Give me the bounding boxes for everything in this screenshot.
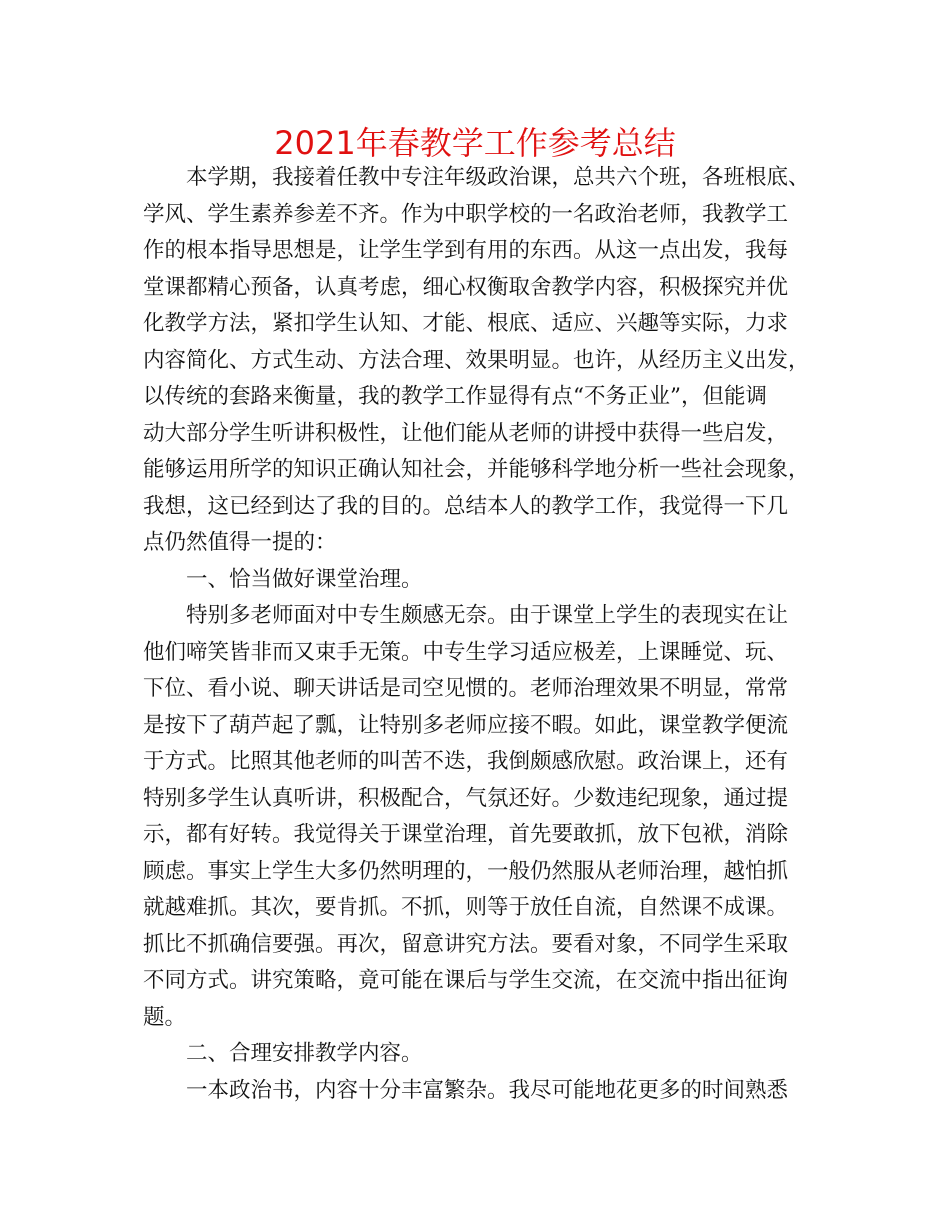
text-line: 内容简化、方式生动、方法合理、效果明显。也许，从经历主义出发， (143, 347, 810, 373)
text-line: 不同方式。讲究策略，竟可能在课后与学生交流，在交流中指出征询 (143, 968, 789, 993)
text-line: 特别多老师面对中专生颇感无奈。由于课堂上学生的表现实在让 (186, 603, 789, 628)
text-line: 本学期，我接着任教中专注年级政治课，总共六个班，各班根底、 (186, 165, 810, 190)
text-line: 作的根本指导思想是，让学生学到有用的东西。从这一点出发，我每 (143, 238, 789, 263)
text-line: 学风、学生素养参差不齐。作为中职学校的一名政治老师，我教学工 (143, 201, 789, 227)
document-body (143, 160, 833, 1109)
text-line: 题。 (143, 1004, 187, 1030)
text-line: 就越难抓。其次，要肯抓。不抓，则等于放任自流，自然课不成课。 (143, 895, 789, 920)
text-line: 是按下了葫芦起了瓢，让特别多老师应接不暇。如此，课堂教学便流 (143, 712, 789, 738)
text-line: 示，都有好转。我觉得关于课堂治理，首先要敢抓，放下包袱，消除 (143, 822, 789, 847)
text-line: 于方式。比照其他老师的叫苦不迭，我倒颇感欣慰。政治课上，还有 (143, 749, 789, 774)
text-line: 特别多学生认真听讲，积极配合，气氛还好。少数违纪现象，通过提 (143, 785, 789, 811)
text-line: 下位、看小说、聊天讲话是司空见惯的。老师治理效果不明显，常常 (143, 676, 789, 701)
document-title: 2021年春教学工作参考总结 (274, 124, 676, 162)
text-line: 能够运用所学的知识正确认知社会，并能够科学地分析一些社会现象， (143, 457, 810, 482)
text-line: 点仍然值得一提的： (143, 530, 337, 555)
text-line: 二、合理安排教学内容。 (186, 1041, 423, 1066)
text-line: 抓比不抓确信要强。再次，留意讲究方法。要看对象，不同学生采取 (143, 931, 789, 957)
text-line: 他们啼笑皆非而又束手无策。中专生学习适应极差，上课睡觉、玩、 (143, 639, 789, 665)
text-line: 顾虑。事实上学生大多仍然明理的，一般仍然服从老师治理，越怕抓 (143, 858, 789, 884)
text-line: 以传统的套路来衡量，我的教学工作显得有点“不务正业”，但能调 (143, 384, 767, 409)
text-line: 堂课都精心预备，认真考虑，细心权衡取舍教学内容，积极探究并优 (143, 274, 789, 300)
text-line: 化教学方法，紧扣学生认知、才能、根底、适应、兴趣等实际，力求 (143, 311, 789, 336)
text-line: 动大部分学生听讲积极性，让他们能从老师的讲授中获得一些启发， (143, 420, 789, 446)
text-line: 一本政治书，内容十分丰富繁杂。我尽可能地花更多的时间熟悉 (186, 1077, 789, 1103)
text-line: 一、恰当做好课堂治理。 (186, 566, 423, 592)
text-line: 我想，这已经到达了我的目的。总结本人的教学工作，我觉得一下几 (143, 493, 789, 519)
